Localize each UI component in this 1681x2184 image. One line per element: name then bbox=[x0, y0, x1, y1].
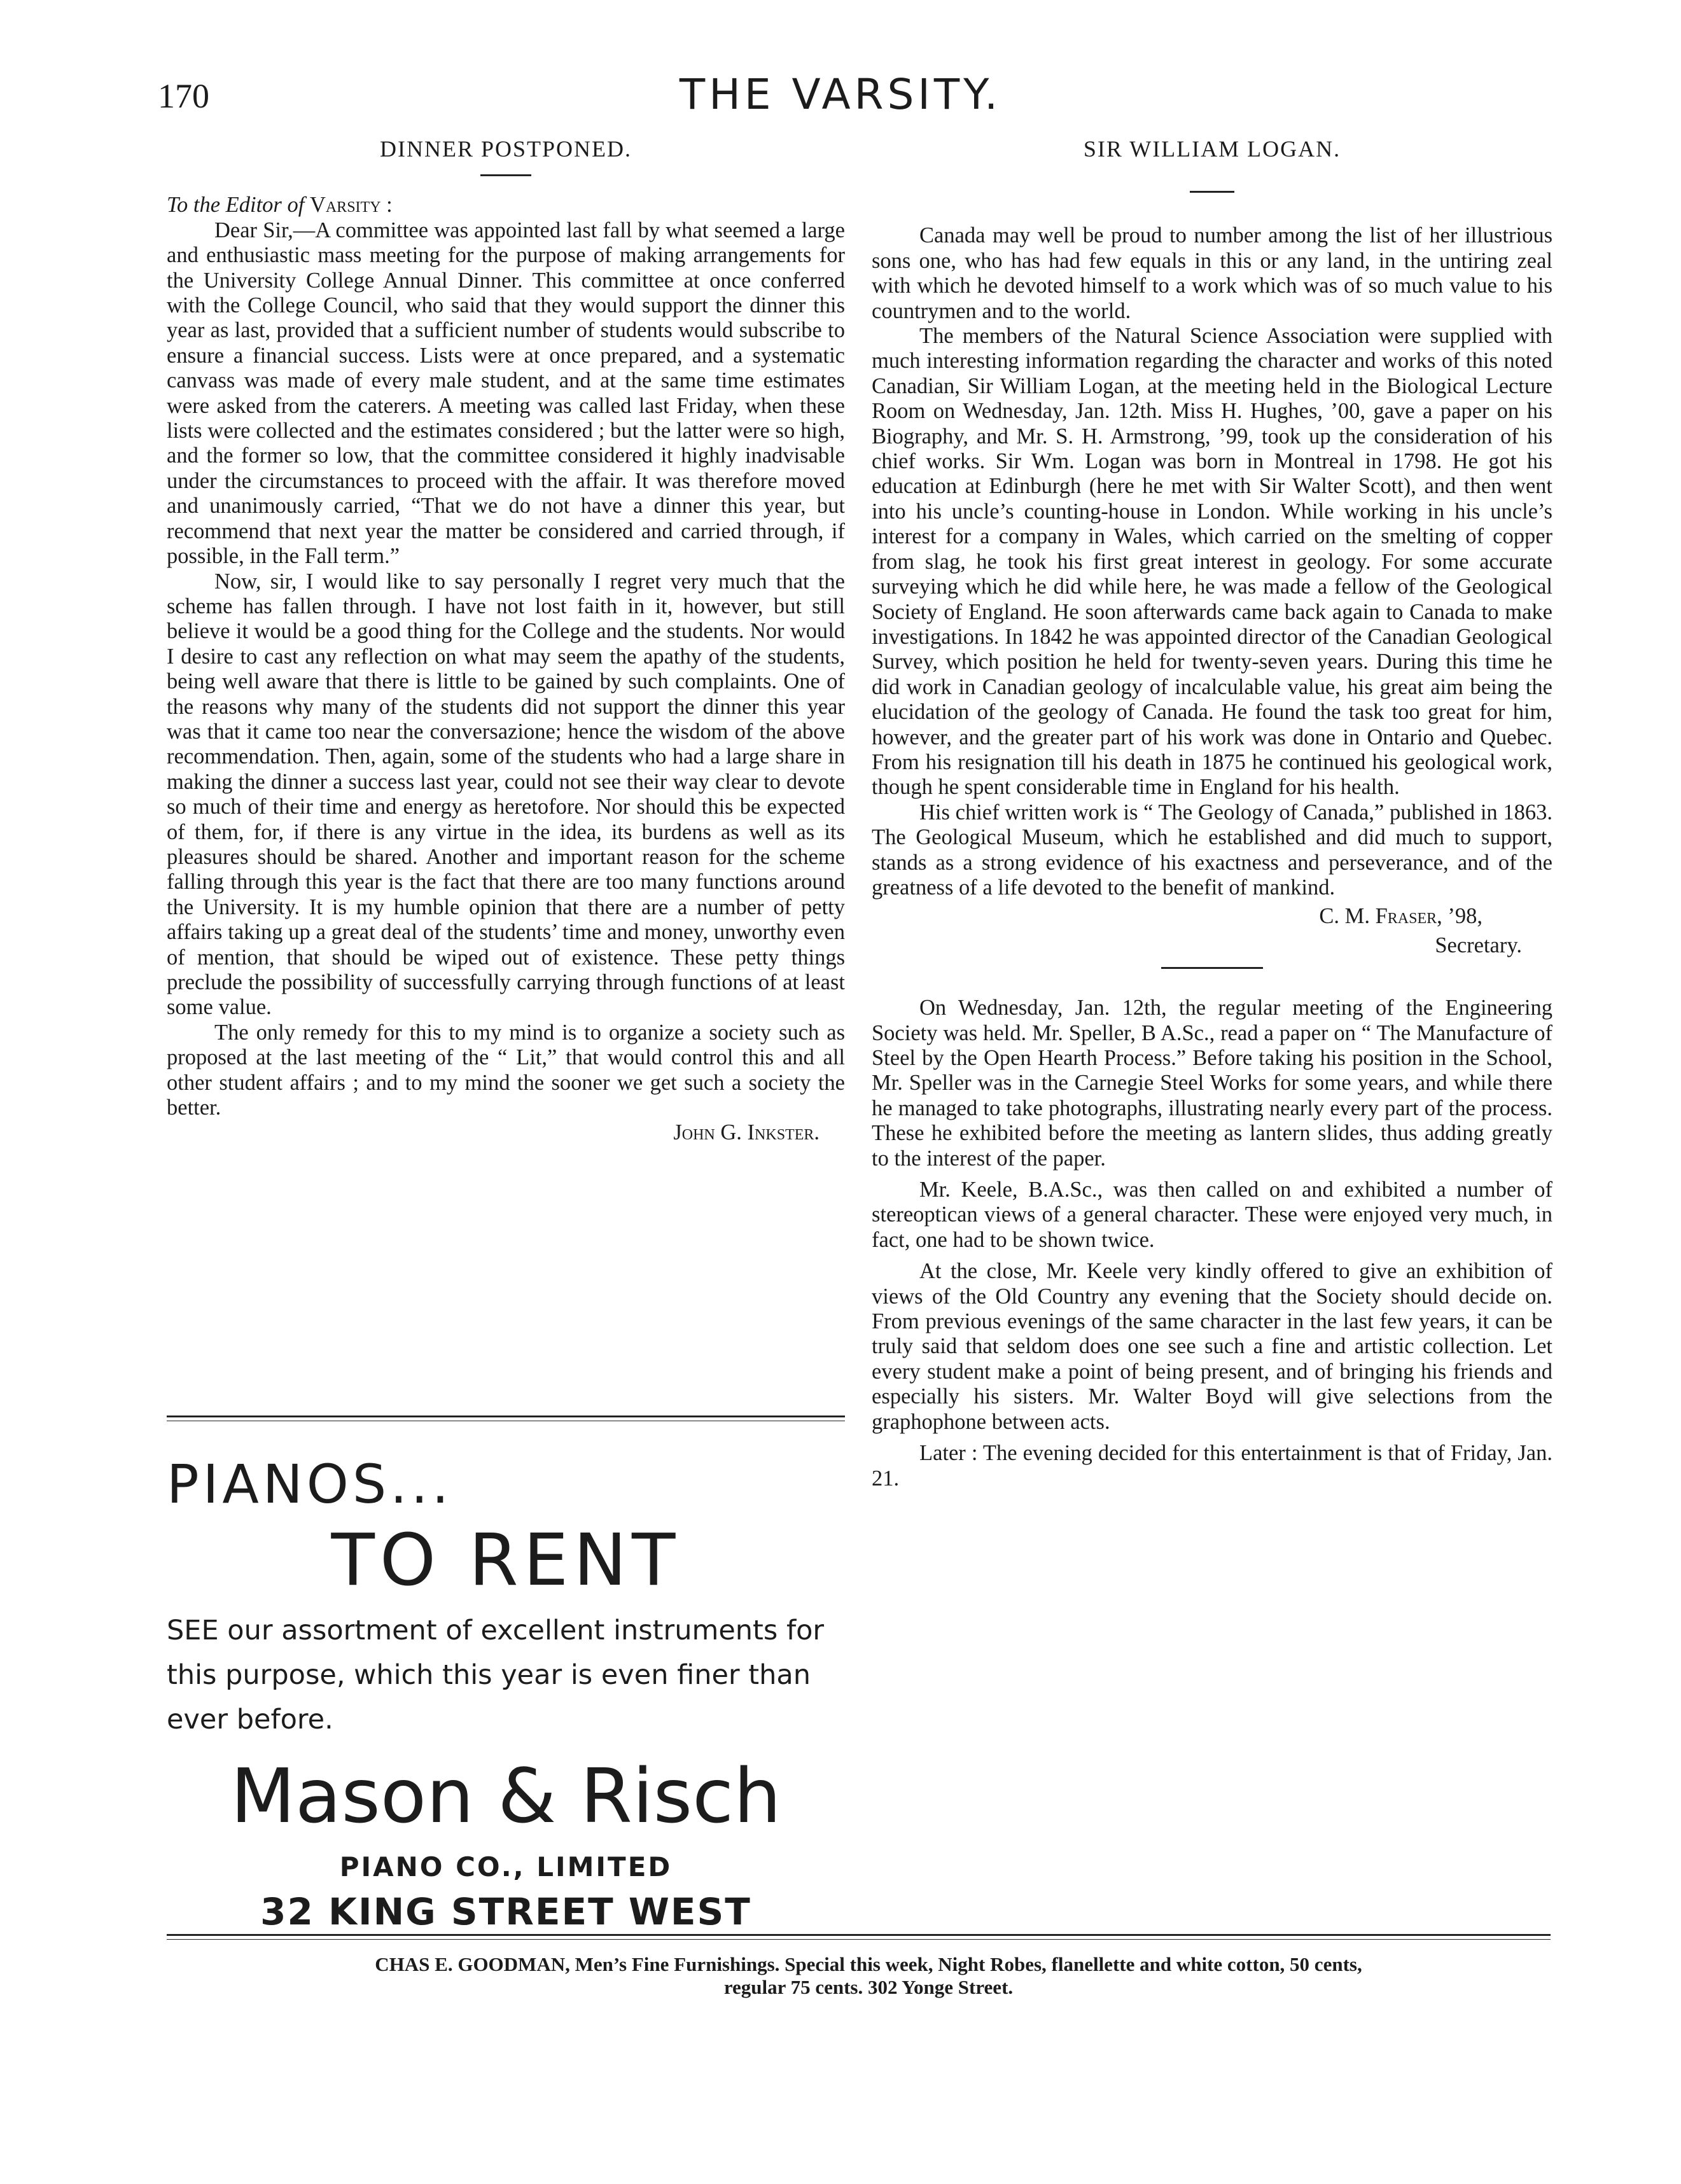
heading-rule bbox=[480, 174, 531, 176]
right-column bbox=[872, 137, 1552, 1491]
footer-rule-thick bbox=[167, 1934, 1551, 1936]
signature: John G. Inkster. bbox=[673, 1120, 820, 1145]
ad-headline: PIANOS... bbox=[167, 1453, 453, 1515]
salutation-name: Varsity bbox=[309, 193, 381, 218]
footer-line: CHAS E. GOODMAN, Men’s Fine Furnishings. Special this week, Night Robes, flanellette and white cotton, 50 cents, bbox=[375, 1953, 1362, 1975]
ad-top-rule bbox=[167, 1415, 845, 1417]
piano-advertisement bbox=[167, 1415, 845, 1933]
salutation-prefix: To the Editor of bbox=[167, 193, 310, 218]
page-number: 170 bbox=[158, 77, 209, 115]
signature: C. M. Fraser, ’98, bbox=[1319, 904, 1482, 929]
signature-title: Secretary. bbox=[1435, 933, 1522, 957]
ad-subheadline: TO RENT bbox=[331, 1519, 681, 1602]
paragraph: Later : The evening decided for this entertainment is that of Friday, Jan. 21. bbox=[872, 1441, 1552, 1491]
footer-rule bbox=[167, 1934, 1551, 1940]
footer-line: regular 75 cents. 302 Yonge Street. bbox=[723, 1976, 1014, 1998]
article-heading: SIR WILLIAM LOGAN. bbox=[1083, 136, 1341, 162]
paragraph: Canada may well be proud to number among the list of her illustrious sons one, who has had few equals in this or any land, in the untiring zeal with which he devoted himself to a work which was of so much value to his countrymen and to the world. bbox=[872, 223, 1552, 323]
ad-company: PIANO CO., LIMITED bbox=[339, 1851, 673, 1882]
ad-address: 32 KING STREET WEST bbox=[260, 1890, 751, 1933]
paragraph: Now, sir, I would like to say personally I regret very much that the scheme has fallen through. I have not lost faith in it, however, but still believe it would be a good thing for the College and the students. Nor would I desire to cast any reflection on what may seem the apathy of the students, being well aware that there is little to be gained by such complaints. One of the reasons why many of the students did not support the dinner this year was that it came too near the conversazione; hence the wisdom of the above recommendation. Then, again, some of the students who had a large share in making the dinner a success last year, could not see their way clear to devote so much of their time and energy as heretofore. Nor should this be expected of them, for, if there is any virtue in the idea, its burdens as well as its pleasures should be shared. Another and important reason for the scheme falling through this year is the fact that there are too many functions around the University. It is my humble opinion that there are a number of petty affairs taking up a great deal of the students’ time and money, unworthy even of mention, that should be wiped out of existence. These petty things preclude the possibility of successfully carrying through functions of at least some value. bbox=[167, 569, 845, 1020]
heading-rule bbox=[1190, 191, 1234, 193]
masthead-title: THE VARSITY. bbox=[679, 70, 1002, 119]
section-rule bbox=[1161, 967, 1263, 969]
paragraph: His chief written work is “ The Geology of Canada,” published in 1863. The Geological Museum, which he established and did much to support, stands as a strong evidence of his exactness and perseverance, and of the greatness of a life devoted to the benefit of mankind. bbox=[872, 800, 1552, 900]
paragraph: Dear Sir,—A committee was appointed last fall by what seemed a large and enthusiastic mass meeting for the purpose of making arrangements for the University College Annual Dinner. This committee at once conferred with the College Council, who said that they would support the dinner this year as last, provided that a sufficient number of students would subscribe to ensure a financial success. Lists were at once prepared, and a systematic canvass was made of every male student, and at the same time estimates were asked from the caterers. A meeting was called last Friday, when these lists were collected and the estimates considered ; but the latter were so high, and the former so low, that the committee considered it highly inadvisable under the circumstances to proceed with the affair. It was therefore moved and unanimously carried, “That we do not have a dinner this year, but recommend that next year the matter be considered and carried through, if possible, in the Fall term.” bbox=[167, 218, 845, 569]
paragraph: The only remedy for this to my mind is to organize a society such as proposed at the last meeting of the “ Lit,” that would control this and all other student affairs ; and to my mind the sooner we get such a society the better. bbox=[167, 1020, 845, 1120]
left-column bbox=[167, 137, 845, 1146]
salutation-suffix: : bbox=[380, 193, 393, 218]
paragraph: The members of the Natural Science Association were supplied with much interesting information regarding the character and works of this noted Canadian, Sir William Logan, at the meeting held in the Biological Lecture Room on Wednesday, Jan. 12th. Miss H. Hughes, ’00, gave a paper on his Biography, and Mr. S. H. Armstrong, ’99, took up the consideration of his chief works. Sir Wm. Logan was born in Montreal in 1798. He got his education at Edinburgh (here he met with Sir Walter Scott), and then went into his uncle’s counting-house in London. While working in his uncle’s interest for a company in Wales, which carried on the smelting of copper from slag, he took his first great interest in geology. For some accurate surveying which he did while here, he was made a fellow of the Geological Society of England. He soon afterwards came back again to Canada to make investigations. In 1842 he was appointed director of the Canadian Geological Survey, which position he held for twenty-seven years. During this time he did work in Canadian geology of incalculable value, his great aim being the elucidation of the geology of Canada. He found the task too great for him, however, and the greater part of his work was done in Ontario and Quebec. From his resignation till his death in 1875 he continued his geological work, though he spent considerable time in England for his health. bbox=[872, 324, 1552, 800]
salutation bbox=[167, 193, 845, 218]
ad-firm-name: Mason & Risch bbox=[230, 1752, 781, 1840]
paragraph: On Wednesday, Jan. 12th, the regular meeting of the Engineering Society was held. Mr. Speller, B A.Sc., read a paper on “ The Manufacture of Steel by the Open Hearth Process.” Before taking his position in the School, Mr. Speller was in the Carnegie Steel Works for some years, and while there he managed to take photographs, illustrating nearly every part of the process. These he exhibited before the meeting as lantern slides, thus adding greatly to the interest of the paper. bbox=[872, 996, 1552, 1171]
paragraph: Mr. Keele, B.A.Sc., was then called on and exhibited a number of stereoptican views of a general character. These were enjoyed very much, in fact, one had to be shown twice. bbox=[872, 1178, 1552, 1252]
footer-rule-thin bbox=[167, 1939, 1551, 1940]
ad-body: SEE our assortment of excellent instruments for this purpose, which this year is even finer than ever before. bbox=[167, 1615, 825, 1735]
article-heading: DINNER POSTPONED. bbox=[379, 136, 632, 162]
footer-advertisement bbox=[191, 1953, 1546, 1999]
paragraph: At the close, Mr. Keele very kindly offered to give an exhibition of views of the Old Country any evening that the Society should decide on. From previous evenings of the same character in the last few years, it can be truly said that seldom does one see such a fine and artistic collection. Let every student make a point of being present, and of bringing his friends and especially his sisters. Mr. Walter Boyd will give selections from the graphophone between acts. bbox=[872, 1259, 1552, 1434]
